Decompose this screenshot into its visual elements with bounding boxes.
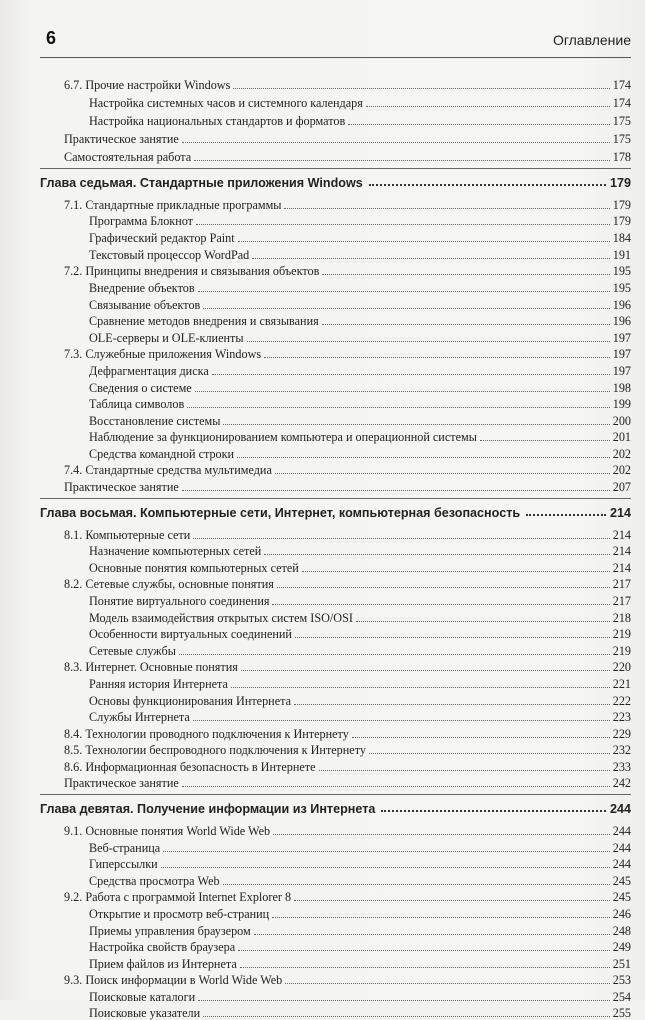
toc-entry: Таблица символов 199 <box>89 397 631 411</box>
toc-entry: Текстовый процессор WordPad 191 <box>89 248 631 262</box>
chapter-heading: Глава восьмая. Компьютерные сети, Интернет, компьютерная безопасность 214 <box>40 506 631 520</box>
toc-entry: OLE-серверы и OLE-клиенты 197 <box>89 331 631 345</box>
toc-entry: Наблюдение за функционированием компьютера и операционной системы 201 <box>89 430 631 444</box>
toc-entry: Средства просмотра Web 245 <box>89 874 631 888</box>
toc-entry: Средства командной строки 202 <box>89 447 631 461</box>
toc-entry: Настройка свойств браузера 249 <box>89 940 631 954</box>
header-rule <box>40 57 631 58</box>
page-number: 6 <box>46 28 57 48</box>
toc-entry: 9.1. Основные понятия World Wide Web 244 <box>64 824 631 838</box>
toc-entry: Практическое занятие 242 <box>64 776 631 790</box>
toc-entry: Настройка национальных стандартов и форматов 175 <box>89 114 631 128</box>
chapter-heading: Глава седьмая. Стандартные приложения Windows 179 <box>40 176 631 190</box>
toc-entry: Программа Блокнот 179 <box>89 214 631 228</box>
toc-entry: Ранняя история Интернета 221 <box>89 677 631 691</box>
chapter-divider <box>40 168 631 169</box>
toc-entry: Практическое занятие 207 <box>64 480 631 494</box>
running-title: Оглавление <box>552 32 631 48</box>
toc-entry: Самостоятельная работа 178 <box>64 150 631 164</box>
toc-entry: Веб-страница 244 <box>89 841 631 855</box>
toc-entry: Дефрагментация диска 197 <box>89 364 631 378</box>
toc-entry: Связывание объектов 196 <box>89 298 631 312</box>
toc-entry: Основы функционирования Интернета 222 <box>89 694 631 708</box>
toc-entry: Поисковые указатели 255 <box>89 1006 631 1020</box>
toc-entry: Восстановление системы 200 <box>89 414 631 428</box>
chapter-divider <box>40 794 631 795</box>
toc-entry: 7.2. Принципы внедрения и связывания объектов 195 <box>64 264 631 278</box>
toc-entry: 7.1. Стандартные прикладные программы 179 <box>64 198 631 212</box>
toc-entry: Понятие виртуального соединения 217 <box>89 594 631 608</box>
toc-entry: 7.4. Стандартные средства мультимедиа 202 <box>64 463 631 477</box>
toc-entry: Приемы управления браузером 248 <box>89 924 631 938</box>
toc-entry: Гиперссылки 244 <box>89 857 631 871</box>
toc-entry: 8.6. Информационная безопасность в Интернете 233 <box>64 760 631 774</box>
toc-entry: Сравнение методов внедрения и связывания 196 <box>89 314 631 328</box>
toc-entry: Практическое занятие 175 <box>64 132 631 146</box>
toc-entry: Сведения о системе 198 <box>89 381 631 395</box>
toc-entry: 8.1. Компьютерные сети 214 <box>64 528 631 542</box>
chapter-divider <box>40 498 631 499</box>
toc-entry: 8.5. Технологии беспроводного подключения к Интернету 232 <box>64 743 631 757</box>
toc-entry: 9.3. Поиск информации в World Wide Web 253 <box>64 973 631 987</box>
toc-entry: 8.2. Сетевые службы, основные понятия 217 <box>64 577 631 591</box>
toc-entry: 9.2. Работа с программой Internet Explorer 8 245 <box>64 890 631 904</box>
toc-entry: Настройка системных часов и системного календаря 174 <box>89 96 631 110</box>
toc-entry: Поисковые каталоги 254 <box>89 990 631 1004</box>
toc-entry: Особенности виртуальных соединений 219 <box>89 627 631 641</box>
toc-entry: Сетевые службы 219 <box>89 644 631 658</box>
toc-entry: 8.3. Интернет. Основные понятия 220 <box>64 660 631 674</box>
chapter-heading: Глава девятая. Получение информации из Интернета 244 <box>40 802 631 816</box>
toc-entry: Службы Интернета 223 <box>89 710 631 724</box>
toc-entry: Внедрение объектов 195 <box>89 281 631 295</box>
toc-entry: Прием файлов из Интернета 251 <box>89 957 631 971</box>
running-header <box>0 28 645 58</box>
toc-entry: Основные понятия компьютерных сетей 214 <box>89 561 631 575</box>
toc-entry: Модель взаимодействия открытых систем ISO/OSI 218 <box>89 611 631 625</box>
toc-entry: Открытие и просмотр веб-страниц 246 <box>89 907 631 921</box>
toc-entry: 7.3. Служебные приложения Windows 197 <box>64 347 631 361</box>
toc-entry: 8.4. Технологии проводного подключения к Интернету 229 <box>64 727 631 741</box>
toc-entry: 6.7. Прочие настройки Windows 174 <box>64 78 631 92</box>
toc-entry: Графический редактор Paint 184 <box>89 231 631 245</box>
toc-entry: Назначение компьютерных сетей 214 <box>89 544 631 558</box>
